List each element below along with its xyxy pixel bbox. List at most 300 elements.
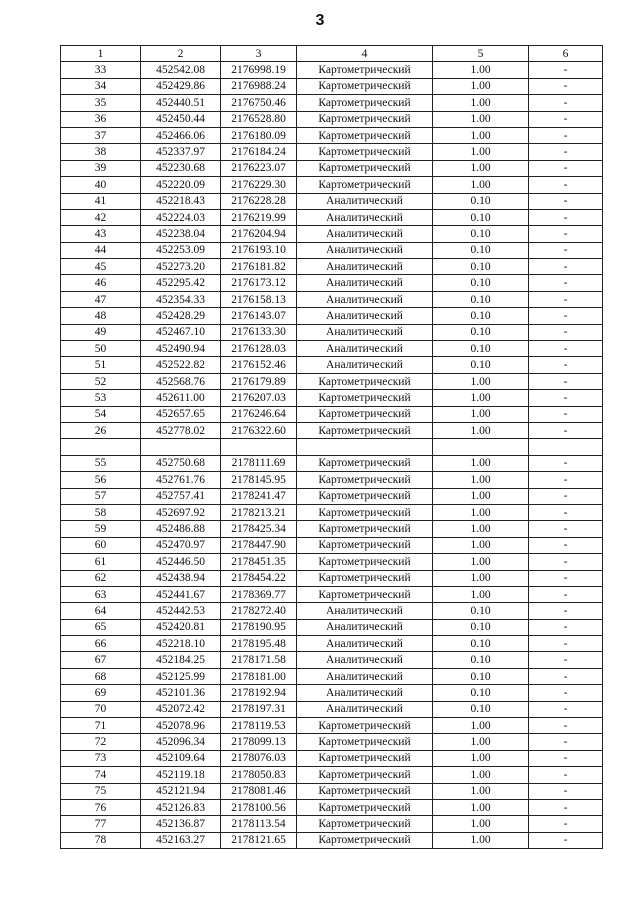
table-cell: 0.10 [433, 603, 529, 619]
table-cell: 1.00 [433, 95, 529, 111]
table-cell: - [529, 373, 603, 389]
page-number: 3 [315, 12, 325, 29]
table-cell: 47 [61, 291, 141, 307]
table-cell: 2178145.95 [221, 472, 297, 488]
table-cell: Картометрический [297, 373, 433, 389]
table-cell: 62 [61, 570, 141, 586]
table-cell: 2176193.10 [221, 242, 297, 258]
table-cell: 43 [61, 226, 141, 242]
table-cell: - [529, 816, 603, 832]
table-cell: - [529, 504, 603, 520]
table-cell: - [529, 668, 603, 684]
table-row [61, 308, 603, 324]
table-cell: 1.00 [433, 488, 529, 504]
table-cell: - [529, 111, 603, 127]
table-row [61, 570, 603, 586]
table-row [61, 521, 603, 537]
table-cell: - [529, 472, 603, 488]
table-cell: 2176143.07 [221, 308, 297, 324]
table-cell: 50 [61, 341, 141, 357]
table-cell: 452542.08 [141, 62, 221, 78]
table-cell: Аналитический [297, 308, 433, 324]
table-cell: Картометрический [297, 783, 433, 799]
column-header: 4 [297, 46, 433, 62]
table-cell: - [529, 341, 603, 357]
table-cell: - [529, 160, 603, 176]
table-cell: - [529, 226, 603, 242]
table-cell: 72 [61, 734, 141, 750]
table-cell: 452238.04 [141, 226, 221, 242]
table-cell: 2176988.24 [221, 78, 297, 94]
table-cell: 2178451.35 [221, 554, 297, 570]
table-cell: 452757.41 [141, 488, 221, 504]
table-row [61, 668, 603, 684]
table-cell: 2178190.95 [221, 619, 297, 635]
table-cell: 1.00 [433, 144, 529, 160]
table-cell: 44 [61, 242, 141, 258]
table-cell: 0.10 [433, 619, 529, 635]
table-cell: Картометрический [297, 111, 433, 127]
table-cell: 452750.68 [141, 455, 221, 471]
table-cell: Картометрический [297, 472, 433, 488]
table-cell: Аналитический [297, 275, 433, 291]
table-cell: Картометрический [297, 177, 433, 193]
table-row [61, 488, 603, 504]
table-cell: 452697.92 [141, 504, 221, 520]
table-cell: 34 [61, 78, 141, 94]
table-cell: - [529, 78, 603, 94]
table-cell: 1.00 [433, 783, 529, 799]
column-header: 5 [433, 46, 529, 62]
table-cell: - [529, 685, 603, 701]
table-cell: 452101.36 [141, 685, 221, 701]
table-cell: Картометрический [297, 62, 433, 78]
table-cell: 33 [61, 62, 141, 78]
table-cell: 1.00 [433, 816, 529, 832]
table-cell: 56 [61, 472, 141, 488]
table-cell: 42 [61, 209, 141, 225]
coordinates-table [60, 45, 603, 849]
table-cell: 78 [61, 832, 141, 848]
table-cell: 452486.88 [141, 521, 221, 537]
table-cell: 0.10 [433, 242, 529, 258]
table-cell: 39 [61, 160, 141, 176]
table-cell: Картометрический [297, 718, 433, 734]
table-cell: 59 [61, 521, 141, 537]
table-row [61, 750, 603, 766]
table-cell: 0.10 [433, 193, 529, 209]
table-cell: 1.00 [433, 472, 529, 488]
table-cell: 2176184.24 [221, 144, 297, 160]
table-cell: 0.10 [433, 226, 529, 242]
table-cell: 0.10 [433, 324, 529, 340]
table-cell: 52 [61, 373, 141, 389]
table-cell: 2178272.40 [221, 603, 297, 619]
table-cell: 452657.65 [141, 406, 221, 422]
table-cell: - [529, 144, 603, 160]
table-cell: 1.00 [433, 586, 529, 602]
table-cell: 452522.82 [141, 357, 221, 373]
table-cell: 63 [61, 586, 141, 602]
table-cell: 1.00 [433, 750, 529, 766]
table-cell: Картометрический [297, 750, 433, 766]
table-row [61, 127, 603, 143]
table-cell: 452490.94 [141, 341, 221, 357]
table-cell: 452420.81 [141, 619, 221, 635]
table-cell: 452125.99 [141, 668, 221, 684]
table-cell: - [529, 62, 603, 78]
table-cell: 452470.97 [141, 537, 221, 553]
table-cell: 70 [61, 701, 141, 717]
table-row [61, 242, 603, 258]
column-header: 6 [529, 46, 603, 62]
table-cell: 0.10 [433, 209, 529, 225]
table-row [61, 767, 603, 783]
empty-cell [529, 439, 603, 455]
table-row [61, 652, 603, 668]
group-separator-row [61, 439, 603, 455]
table-cell: Аналитический [297, 652, 433, 668]
table-cell: Аналитический [297, 619, 433, 635]
table-cell: 54 [61, 406, 141, 422]
table-cell: 452442.53 [141, 603, 221, 619]
table-row [61, 504, 603, 520]
table-cell: 53 [61, 390, 141, 406]
table-cell: 2176180.09 [221, 127, 297, 143]
table-cell: 37 [61, 127, 141, 143]
table-cell: 1.00 [433, 521, 529, 537]
table-row [61, 685, 603, 701]
table-cell: 452220.09 [141, 177, 221, 193]
table-cell: 49 [61, 324, 141, 340]
table-cell: - [529, 390, 603, 406]
table-row [61, 160, 603, 176]
table-cell: 2178121.65 [221, 832, 297, 848]
table-cell: 2178197.31 [221, 701, 297, 717]
table-header-row [61, 46, 603, 62]
table-cell: 2178195.48 [221, 636, 297, 652]
table-cell: 452119.18 [141, 767, 221, 783]
table-cell: - [529, 750, 603, 766]
table-cell: - [529, 832, 603, 848]
table-cell: 35 [61, 95, 141, 111]
table-cell: 2178113.54 [221, 816, 297, 832]
table-cell: 2178181.00 [221, 668, 297, 684]
table-cell: 0.10 [433, 701, 529, 717]
table-cell: 452440.51 [141, 95, 221, 111]
table-cell: 64 [61, 603, 141, 619]
table-cell: 452761.76 [141, 472, 221, 488]
table-cell: - [529, 193, 603, 209]
table-cell: 1.00 [433, 422, 529, 438]
table-cell: 2178100.56 [221, 799, 297, 815]
table-cell: 2176204.94 [221, 226, 297, 242]
table-cell: - [529, 734, 603, 750]
table-cell: Картометрический [297, 144, 433, 160]
table-cell: 1.00 [433, 537, 529, 553]
table-cell: 2176322.60 [221, 422, 297, 438]
empty-cell [61, 439, 141, 455]
table-cell: 0.10 [433, 668, 529, 684]
table-cell: 73 [61, 750, 141, 766]
table-cell: 2178111.69 [221, 455, 297, 471]
table-cell: 1.00 [433, 570, 529, 586]
table-cell: 1.00 [433, 554, 529, 570]
table-cell: 0.10 [433, 275, 529, 291]
table-cell: 452096.34 [141, 734, 221, 750]
table-cell: Картометрический [297, 799, 433, 815]
table-row [61, 275, 603, 291]
empty-cell [221, 439, 297, 455]
table-cell: Аналитический [297, 193, 433, 209]
table-cell: 2176133.30 [221, 324, 297, 340]
table-cell: 67 [61, 652, 141, 668]
table-cell: 452466.06 [141, 127, 221, 143]
table-cell: - [529, 275, 603, 291]
table-row [61, 78, 603, 94]
table-cell: 452224.03 [141, 209, 221, 225]
table-row [61, 193, 603, 209]
table-cell: 2176207.03 [221, 390, 297, 406]
table-cell: 2176179.89 [221, 373, 297, 389]
table-cell: - [529, 783, 603, 799]
table-cell: 1.00 [433, 767, 529, 783]
table-cell: 36 [61, 111, 141, 127]
table-cell: 452450.44 [141, 111, 221, 127]
table-cell: 452136.87 [141, 816, 221, 832]
table-cell: 2176173.12 [221, 275, 297, 291]
table-cell: 452109.64 [141, 750, 221, 766]
table-cell: 46 [61, 275, 141, 291]
table-cell: 2178454.22 [221, 570, 297, 586]
empty-cell [433, 439, 529, 455]
table-cell: 452438.94 [141, 570, 221, 586]
table-cell: 452354.33 [141, 291, 221, 307]
table-cell: 0.10 [433, 341, 529, 357]
table-row [61, 390, 603, 406]
table-cell: 76 [61, 799, 141, 815]
table-row [61, 554, 603, 570]
table-cell: 2178447.90 [221, 537, 297, 553]
table-row [61, 537, 603, 553]
table-cell: Аналитический [297, 685, 433, 701]
table-cell: Картометрический [297, 95, 433, 111]
table-cell: 0.10 [433, 259, 529, 275]
table-row [61, 144, 603, 160]
table-cell: 452163.27 [141, 832, 221, 848]
table-cell: 48 [61, 308, 141, 324]
table-cell: - [529, 209, 603, 225]
table-cell: 452568.76 [141, 373, 221, 389]
table-cell: - [529, 636, 603, 652]
table-cell: Картометрический [297, 537, 433, 553]
table-row [61, 734, 603, 750]
table-cell: 1.00 [433, 799, 529, 815]
table-cell: Картометрический [297, 78, 433, 94]
table-cell: Аналитический [297, 701, 433, 717]
table-cell: 55 [61, 455, 141, 471]
table-cell: 1.00 [433, 390, 529, 406]
table-cell: Аналитический [297, 209, 433, 225]
table-cell: 1.00 [433, 718, 529, 734]
table-cell: 1.00 [433, 455, 529, 471]
table-cell: 38 [61, 144, 141, 160]
table-row [61, 422, 603, 438]
table-cell: 2178425.34 [221, 521, 297, 537]
table-cell: 2178171.58 [221, 652, 297, 668]
table-cell: 452429.86 [141, 78, 221, 94]
table-cell: - [529, 718, 603, 734]
table-row [61, 291, 603, 307]
table-cell: 0.10 [433, 357, 529, 373]
table-cell: 61 [61, 554, 141, 570]
table-cell: 0.10 [433, 685, 529, 701]
table-cell: Аналитический [297, 636, 433, 652]
table-row [61, 586, 603, 602]
table-cell: 452273.20 [141, 259, 221, 275]
table-cell: 77 [61, 816, 141, 832]
table-cell: Аналитический [297, 226, 433, 242]
table-cell: 2176228.28 [221, 193, 297, 209]
table-cell: Аналитический [297, 603, 433, 619]
table-cell: 452611.00 [141, 390, 221, 406]
table-cell: Аналитический [297, 324, 433, 340]
table-cell: 1.00 [433, 111, 529, 127]
table-cell: Аналитический [297, 291, 433, 307]
table-cell: - [529, 570, 603, 586]
table-row [61, 816, 603, 832]
table-cell: 2178192.94 [221, 685, 297, 701]
table-cell: 452253.09 [141, 242, 221, 258]
table-row [61, 701, 603, 717]
table-cell: 2178081.46 [221, 783, 297, 799]
table-cell: 1.00 [433, 177, 529, 193]
table-cell: 1.00 [433, 734, 529, 750]
table-row [61, 259, 603, 275]
table-cell: - [529, 324, 603, 340]
table-cell: 1.00 [433, 62, 529, 78]
table-cell: - [529, 242, 603, 258]
table-cell: Картометрический [297, 406, 433, 422]
table-cell: - [529, 537, 603, 553]
table-row [61, 619, 603, 635]
table-cell: 0.10 [433, 652, 529, 668]
table-cell: 41 [61, 193, 141, 209]
table-row [61, 472, 603, 488]
table-cell: Аналитический [297, 341, 433, 357]
table-cell: - [529, 799, 603, 815]
table-cell: 2178213.21 [221, 504, 297, 520]
table-row [61, 603, 603, 619]
table-cell: Картометрический [297, 767, 433, 783]
table-cell: 452218.43 [141, 193, 221, 209]
table-cell: 1.00 [433, 160, 529, 176]
table-cell: 69 [61, 685, 141, 701]
table-row [61, 341, 603, 357]
table-cell: 58 [61, 504, 141, 520]
table-cell: 71 [61, 718, 141, 734]
table-cell: 452446.50 [141, 554, 221, 570]
table-cell: - [529, 308, 603, 324]
table-cell: 1.00 [433, 127, 529, 143]
table-row [61, 177, 603, 193]
table-row [61, 406, 603, 422]
table-cell: Картометрический [297, 521, 433, 537]
table-cell: - [529, 619, 603, 635]
table-cell: - [529, 586, 603, 602]
table-cell: 452184.25 [141, 652, 221, 668]
table-cell: Картометрический [297, 488, 433, 504]
table-cell: 452121.94 [141, 783, 221, 799]
table-cell: 0.10 [433, 308, 529, 324]
table-cell: 452218.10 [141, 636, 221, 652]
empty-cell [297, 439, 433, 455]
table-cell: 60 [61, 537, 141, 553]
table-cell: 75 [61, 783, 141, 799]
table-cell: 2176152.46 [221, 357, 297, 373]
table-cell: 452778.02 [141, 422, 221, 438]
table-cell: 452337.97 [141, 144, 221, 160]
column-header: 2 [141, 46, 221, 62]
table-cell: Картометрический [297, 832, 433, 848]
table-cell: 2178119.53 [221, 718, 297, 734]
table-cell: Картометрический [297, 127, 433, 143]
table-cell: 452126.83 [141, 799, 221, 815]
table-cell: 452467.10 [141, 324, 221, 340]
table-row [61, 832, 603, 848]
table-cell: Картометрический [297, 390, 433, 406]
table-cell: 452295.42 [141, 275, 221, 291]
table-cell: 66 [61, 636, 141, 652]
table-cell: 0.10 [433, 636, 529, 652]
table-cell: Картометрический [297, 570, 433, 586]
empty-cell [141, 439, 221, 455]
table-cell: 2178369.77 [221, 586, 297, 602]
table-cell: 2176223.07 [221, 160, 297, 176]
table-cell: - [529, 652, 603, 668]
table-cell: 2176219.99 [221, 209, 297, 225]
table-row [61, 455, 603, 471]
table-cell: Картометрический [297, 734, 433, 750]
table-cell: - [529, 259, 603, 275]
table-cell: - [529, 291, 603, 307]
table-cell: - [529, 357, 603, 373]
table-row [61, 357, 603, 373]
table-cell: - [529, 177, 603, 193]
table-cell: 452230.68 [141, 160, 221, 176]
table-cell: 74 [61, 767, 141, 783]
table-row [61, 111, 603, 127]
table-cell: 40 [61, 177, 141, 193]
table-cell: 0.10 [433, 291, 529, 307]
table-row [61, 62, 603, 78]
table-cell: 2178099.13 [221, 734, 297, 750]
table-cell: 452428.29 [141, 308, 221, 324]
table-cell: Картометрический [297, 586, 433, 602]
table-cell: - [529, 127, 603, 143]
table-cell: 452072.42 [141, 701, 221, 717]
table-row [61, 226, 603, 242]
table-row [61, 636, 603, 652]
table-cell: Аналитический [297, 357, 433, 373]
table-row [61, 95, 603, 111]
table-cell: 2176528.80 [221, 111, 297, 127]
table-cell: 2178076.03 [221, 750, 297, 766]
column-header: 1 [61, 46, 141, 62]
table-cell: Аналитический [297, 259, 433, 275]
table-cell: 2176246.64 [221, 406, 297, 422]
table-row [61, 783, 603, 799]
